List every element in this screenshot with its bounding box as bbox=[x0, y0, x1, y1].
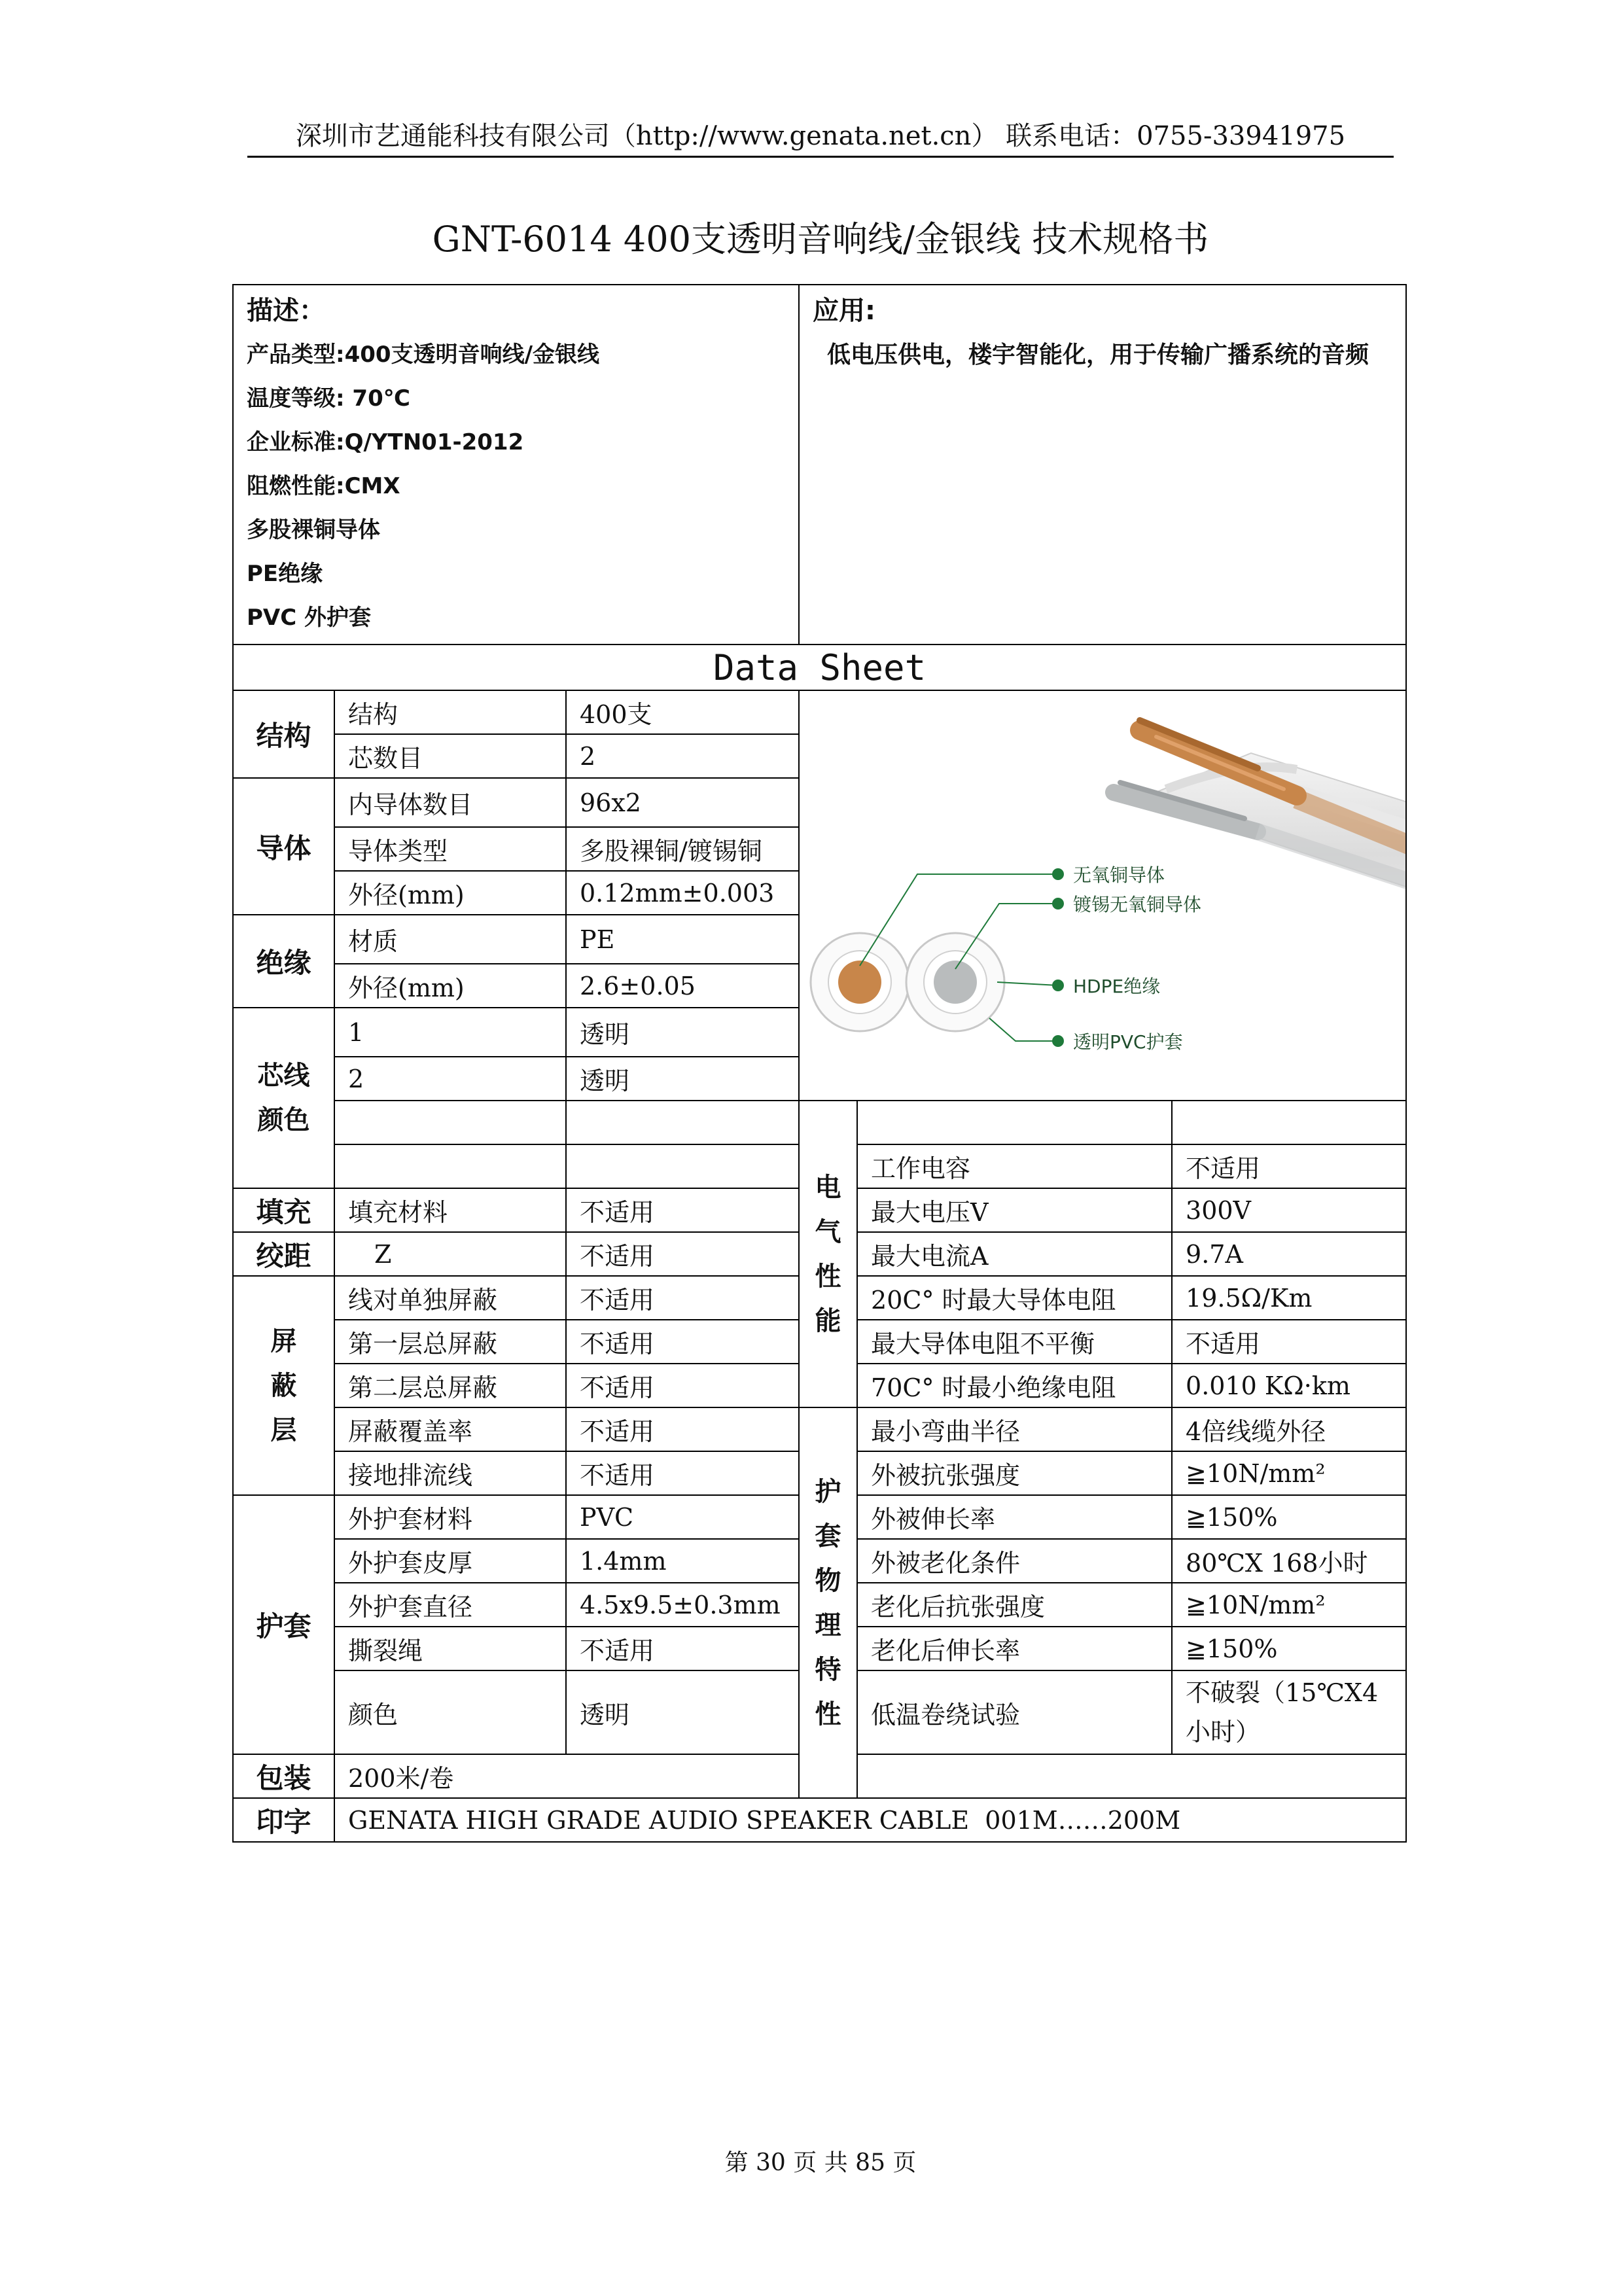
tinned-core bbox=[934, 961, 977, 1004]
spec-table bbox=[232, 284, 1407, 1843]
empty-cell bbox=[334, 1101, 566, 1144]
description-line: 企业标准:Q/YTN01-2012 bbox=[247, 429, 524, 455]
application-heading: 应用: bbox=[813, 296, 876, 326]
header-rule bbox=[247, 156, 1394, 158]
spec-label: 第一层总屏蔽 bbox=[334, 1320, 566, 1364]
leader-dots bbox=[1052, 868, 1064, 1047]
spec-label: 外径(mm) bbox=[334, 871, 566, 915]
empty-cell bbox=[334, 1144, 566, 1188]
conductor-section-label: 导体 bbox=[233, 778, 334, 915]
spec-label: 老化后伸长率 bbox=[857, 1627, 1172, 1670]
shield-section-label: 屏蔽层 bbox=[233, 1276, 334, 1495]
spec-value: ≧150% bbox=[1172, 1495, 1406, 1539]
spec-value: 不适用 bbox=[1172, 1320, 1406, 1364]
spec-label: 70C° 时最小绝缘电阻 bbox=[857, 1364, 1172, 1407]
spec-value: 不适用 bbox=[566, 1364, 799, 1407]
spec-value: 0.010 KΩ·km bbox=[1172, 1364, 1406, 1407]
spec-label: 第二层总屏蔽 bbox=[334, 1364, 566, 1407]
cross-section bbox=[811, 933, 1004, 1031]
core-color-section-label: 芯线颜色 bbox=[233, 1008, 334, 1188]
description-line: 产品类型:400支透明音响线/金银线 bbox=[247, 342, 599, 368]
label-hdpe-insulation: HDPE绝缘 bbox=[1073, 976, 1161, 997]
spec-label: 最小弯曲半径 bbox=[857, 1407, 1172, 1451]
spec-value: 不适用 bbox=[566, 1320, 799, 1364]
spec-value: 不适用 bbox=[566, 1451, 799, 1495]
spec-label: 外被抗张强度 bbox=[857, 1451, 1172, 1495]
empty-cell bbox=[857, 1101, 1172, 1144]
empty-cell bbox=[566, 1101, 799, 1144]
physical-section-label: 护套物理特性 bbox=[799, 1407, 857, 1798]
spec-value: 不适用 bbox=[1172, 1144, 1406, 1188]
cable-photo bbox=[1114, 720, 1406, 956]
spec-label: 1 bbox=[334, 1008, 566, 1057]
electrical-section-label: 电气性能 bbox=[799, 1101, 857, 1407]
spec-value: 80℃X 168小时 bbox=[1172, 1539, 1406, 1583]
spec-label: Z bbox=[334, 1232, 566, 1276]
spec-value: 300V bbox=[1172, 1188, 1406, 1232]
lay-section-label: 绞距 bbox=[233, 1232, 334, 1276]
structure-section-label: 结构 bbox=[233, 690, 334, 778]
spec-label: 导体类型 bbox=[334, 827, 566, 871]
cable-diagram bbox=[800, 691, 1406, 1094]
cable-diagram-cell bbox=[799, 690, 1406, 1101]
spec-value: ≧10N/mm² bbox=[1172, 1451, 1406, 1495]
description-line: 多股裸铜导体 bbox=[247, 517, 380, 543]
application-block bbox=[799, 285, 1406, 645]
spec-value: 透明 bbox=[566, 1008, 799, 1057]
description-line: PVC 外护套 bbox=[247, 605, 372, 631]
print-value: GENATA HIGH GRADE AUDIO SPEAKER CABLE 001M……200M bbox=[334, 1798, 1406, 1842]
insulation-section-label: 绝缘 bbox=[233, 915, 334, 1008]
spec-value: 不适用 bbox=[566, 1188, 799, 1232]
description-line: PE绝缘 bbox=[247, 561, 323, 587]
description-line: 温度等级: 70℃ bbox=[247, 385, 410, 412]
description-heading: 描述： bbox=[247, 296, 325, 326]
document-title: GNT-6014 400支透明音响线/金银线 技术规格书 bbox=[432, 219, 1209, 260]
spec-label: 材质 bbox=[334, 915, 566, 964]
spec-value: 不破裂（15℃X4小时） bbox=[1172, 1670, 1406, 1754]
spec-value: ≧150% bbox=[1172, 1627, 1406, 1670]
spec-label: 外被老化条件 bbox=[857, 1539, 1172, 1583]
spec-value: 2 bbox=[566, 734, 799, 778]
empty-cell bbox=[1172, 1101, 1406, 1144]
page-footer: 第 30 页 共 85 页 bbox=[724, 2149, 917, 2176]
print-section-label: 印字 bbox=[233, 1798, 334, 1842]
spec-value: ≧10N/mm² bbox=[1172, 1583, 1406, 1627]
spec-label: 低温卷绕试验 bbox=[857, 1670, 1172, 1754]
description-line: 阻燃性能:CMX bbox=[247, 473, 400, 499]
spec-value: 不适用 bbox=[566, 1407, 799, 1451]
spec-label: 最大电压V bbox=[857, 1188, 1172, 1232]
spec-value: 透明 bbox=[566, 1057, 799, 1101]
spec-value: 4.5x9.5±0.3mm bbox=[566, 1583, 799, 1627]
spec-label: 20C° 时最大导体电阻 bbox=[857, 1276, 1172, 1320]
package-value: 200米/卷 bbox=[334, 1754, 1406, 1798]
description-row bbox=[233, 285, 1406, 645]
spec-label: 最大电流A bbox=[857, 1232, 1172, 1276]
spec-label: 线对单独屏蔽 bbox=[334, 1276, 566, 1320]
spec-value: PVC bbox=[566, 1495, 799, 1539]
spec-label: 芯数目 bbox=[334, 734, 566, 778]
jacket-section-label: 护套 bbox=[233, 1495, 334, 1754]
spec-label: 颜色 bbox=[334, 1670, 566, 1754]
spec-value: 9.7A bbox=[1172, 1232, 1406, 1276]
spec-label: 外护套材料 bbox=[334, 1495, 566, 1539]
spec-value: 透明 bbox=[566, 1670, 799, 1754]
filler-section-label: 填充 bbox=[233, 1188, 334, 1232]
spec-value: 不适用 bbox=[566, 1232, 799, 1276]
spec-label: 撕裂绳 bbox=[334, 1627, 566, 1670]
spec-value: 96x2 bbox=[566, 778, 799, 827]
description-block bbox=[233, 285, 799, 645]
spec-label: 屏蔽覆盖率 bbox=[334, 1407, 566, 1451]
spec-label: 内导体数目 bbox=[334, 778, 566, 827]
empty-cell bbox=[566, 1144, 799, 1188]
spec-label: 外径(mm) bbox=[334, 964, 566, 1008]
spec-value: 400支 bbox=[566, 690, 799, 734]
spec-value: 多股裸铜/镀锡铜 bbox=[566, 827, 799, 871]
page-header: 深圳市艺通能科技有限公司（http://www.genata.net.cn） 联系电话：0755-33941975 bbox=[295, 121, 1346, 151]
label-pvc-jacket: 透明PVC护套 bbox=[1073, 1031, 1183, 1053]
application-text: 低电压供电，楼宇智能化，用于传输广播系统的音频 bbox=[827, 342, 1369, 368]
spec-value: 不适用 bbox=[566, 1276, 799, 1320]
spec-label: 外护套直径 bbox=[334, 1583, 566, 1627]
copper-core bbox=[838, 961, 881, 1004]
datasheet-title: Data Sheet bbox=[233, 645, 1406, 690]
spec-value: 不适用 bbox=[566, 1627, 799, 1670]
spec-label: 2 bbox=[334, 1057, 566, 1101]
spec-label: 外被伸长率 bbox=[857, 1495, 1172, 1539]
spec-value: 1.4mm bbox=[566, 1539, 799, 1583]
spec-label: 接地排流线 bbox=[334, 1451, 566, 1495]
spec-value: 19.5Ω/Km bbox=[1172, 1276, 1406, 1320]
package-section-label: 包装 bbox=[233, 1754, 334, 1798]
spec-value: 2.6±0.05 bbox=[566, 964, 799, 1008]
spec-label: 外护套皮厚 bbox=[334, 1539, 566, 1583]
spec-label: 最大导体电阻不平衡 bbox=[857, 1320, 1172, 1364]
spec-label: 填充材料 bbox=[334, 1188, 566, 1232]
label-copper-conductor: 无氧铜导体 bbox=[1073, 864, 1165, 886]
spec-label: 老化后抗张强度 bbox=[857, 1583, 1172, 1627]
spec-value: PE bbox=[566, 915, 799, 964]
spec-label: 工作电容 bbox=[857, 1144, 1172, 1188]
spec-label: 结构 bbox=[334, 690, 566, 734]
label-tinned-conductor: 镀锡无氧铜导体 bbox=[1073, 894, 1202, 915]
spec-value: 4倍线缆外径 bbox=[1172, 1407, 1406, 1451]
spec-value: 0.12mm±0.003 bbox=[566, 871, 799, 915]
